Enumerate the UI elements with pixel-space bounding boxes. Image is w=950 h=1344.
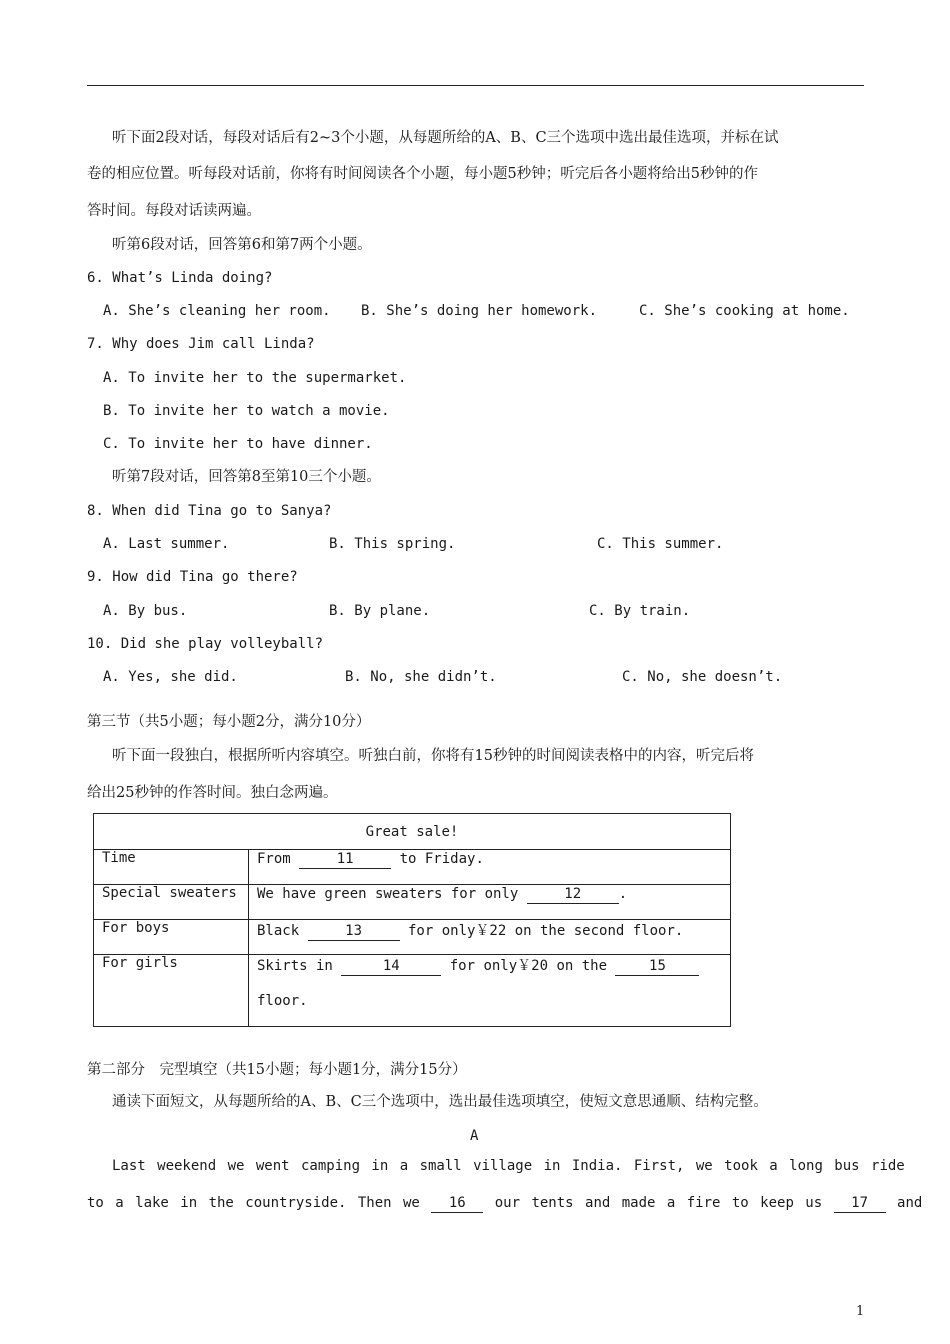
blank-12[interactable]: 12 xyxy=(527,885,619,904)
passage-label: A xyxy=(470,1128,479,1144)
table-row xyxy=(94,850,731,885)
part2-instr: 通读下面短文，从每题所给的A、B、C三个选项中，选出最佳选项填空，使短文意思通顺、结构完整。 xyxy=(112,1094,768,1110)
q9-option-c: C. By train. xyxy=(589,603,691,619)
row-label-for-boys: For boys xyxy=(94,920,249,955)
dialog6-intro: 听第6段对话，回答第6和第7两个小题。 xyxy=(112,237,372,253)
row-content-for-boys: Black 13 for only￥22 on the second floor. xyxy=(249,920,731,955)
section3-instr-line2: 给出25秒钟的作答时间。独白念两遍。 xyxy=(87,785,338,801)
sale-table-title: Great sale! xyxy=(94,814,731,850)
header-rule xyxy=(87,85,864,86)
section-intro-line3: 答时间。每段对话读两遍。 xyxy=(87,203,261,219)
blank-13[interactable]: 13 xyxy=(308,922,400,941)
section3-instr-line1: 听下面一段独白，根据所听内容填空。听独白前，你将有15秒钟的时间阅读表格中的内容，听完后将 xyxy=(112,748,754,764)
q7-stem: 7. Why does Jim call Linda? xyxy=(87,336,315,352)
row-content-special-sweaters: We have green sweaters for only 12 . xyxy=(249,885,731,920)
section3-heading: 第三节（共5小题；每小题2分，满分10分） xyxy=(87,714,371,730)
row-label-for-girls: For girls xyxy=(94,955,249,1027)
q10-option-b: B. No, she didn’t. xyxy=(345,669,497,685)
sale-table xyxy=(93,813,731,1027)
q8-option-c: C. This summer. xyxy=(597,536,724,552)
row-label-special-sweaters: Special sweaters xyxy=(94,885,249,920)
blank-16[interactable]: 16 xyxy=(431,1194,483,1213)
q10-option-c: C. No, she doesn’t. xyxy=(622,669,783,685)
section-intro-line1: 听下面2段对话，每段对话后有2~3个小题，从每题所给的A、B、C三个选项中选出最佳选项，并标在试 xyxy=(112,130,779,146)
blank-11[interactable]: 11 xyxy=(299,850,391,869)
q6-option-c: C. She’s cooking at home. xyxy=(639,303,850,319)
table-row xyxy=(94,955,731,1027)
q8-option-b: B. This spring. xyxy=(329,536,456,552)
q6-stem: 6. What’s Linda doing? xyxy=(87,270,273,286)
q7-option-c: C. To invite her to have dinner. xyxy=(103,436,373,452)
dialog7-intro: 听第7段对话，回答第8至第10三个小题。 xyxy=(112,469,381,485)
page-number: 1 xyxy=(856,1304,865,1319)
row-content-for-girls: Skirts in 14 for only￥20 on the 15 floor. xyxy=(249,955,731,1027)
blank-14[interactable]: 14 xyxy=(341,957,441,976)
section-intro-line2: 卷的相应位置。听每段对话前，你将有时间阅读各个小题，每小题5秒钟；听完后各小题将给出5秒钟的作 xyxy=(87,166,758,182)
q6-option-b: B. She’s doing her homework. xyxy=(361,303,598,319)
q7-option-b: B. To invite her to watch a movie. xyxy=(103,403,390,419)
q10-stem: 10. Did she play volleyball? xyxy=(87,636,324,652)
table-row xyxy=(94,920,731,955)
q9-option-a: A. By bus. xyxy=(103,603,188,619)
blank-15[interactable]: 15 xyxy=(615,957,699,976)
passage-line1: Last weekend we went camping in a small village in India. First, we took a long bus ride xyxy=(112,1158,905,1174)
q7-option-a: A. To invite her to the supermarket. xyxy=(103,370,407,386)
row-label-time: Time xyxy=(94,850,249,885)
q8-option-a: A. Last summer. xyxy=(103,536,230,552)
row-content-time: From 11 to Friday. xyxy=(249,850,731,885)
q8-stem: 8. When did Tina go to Sanya? xyxy=(87,503,332,519)
q6-option-a: A. She’s cleaning her room. xyxy=(103,303,331,319)
blank-17[interactable]: 17 xyxy=(834,1194,886,1213)
part2-heading: 第二部分 完型填空（共15小题；每小题1分，满分15分） xyxy=(87,1062,467,1078)
passage-line2: to a lake in the countryside. Then we 16 our tents and made a fire to keep us 17 and xyxy=(87,1195,923,1211)
q10-option-a: A. Yes, she did. xyxy=(103,669,238,685)
q9-stem: 9. How did Tina go there? xyxy=(87,569,298,585)
q9-option-b: B. By plane. xyxy=(329,603,431,619)
table-row xyxy=(94,885,731,920)
